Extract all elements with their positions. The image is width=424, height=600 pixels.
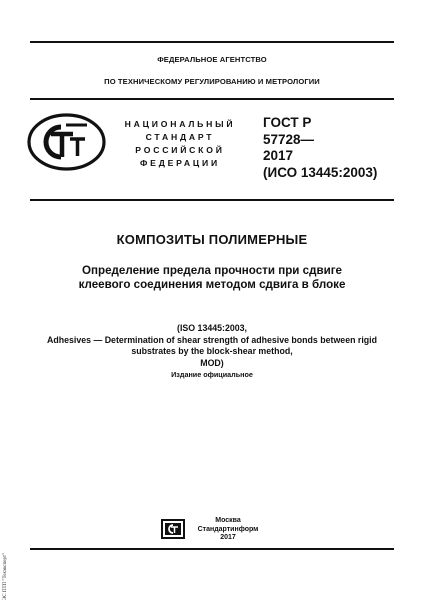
- footer-rule: [30, 548, 394, 550]
- gost-line-2: 57728—: [263, 131, 315, 147]
- publisher-block: [193, 517, 263, 543]
- publisher-year: 2017: [220, 534, 236, 542]
- agency-line-1: ФЕДЕРАЛЬНОЕ АГЕНТСТВО: [157, 55, 267, 64]
- standartinform-logo-icon: [161, 519, 185, 539]
- national-line-1: НАЦИОНАЛЬНЫЙ: [124, 119, 236, 129]
- gost-line-4: (ИСО 13445:2003): [263, 164, 378, 180]
- gost-designation: [263, 115, 377, 181]
- national-line-3: РОССИЙСКОЙ: [135, 145, 225, 155]
- iso-reference: [0, 323, 424, 369]
- gost-line-3: 2017: [263, 148, 294, 163]
- iso-line-2: Adhesives — Determination of shear strength of adhesive bonds between rigid: [47, 334, 377, 345]
- edition-label: Издание официальное: [171, 370, 253, 379]
- title-top-rule: [30, 199, 394, 201]
- subtitle-line-1: Определение предела прочности при сдвиге: [82, 264, 342, 277]
- top-rule: [30, 41, 394, 43]
- national-standard-block: [118, 118, 242, 170]
- header-bottom-rule: [30, 98, 394, 100]
- national-line-4: ФЕДЕРАЦИИ: [140, 158, 220, 168]
- gost-line-1: ГОСТ Р: [263, 115, 312, 130]
- document-title: КОМПОЗИТЫ ПОЛИМЕРНЫЕ: [116, 232, 308, 247]
- national-line-2: СТАНДАРТ: [145, 132, 215, 142]
- subtitle-line-2: клеевого соединения методом сдвига в блоке: [78, 278, 346, 291]
- agency-line-2: ПО ТЕХНИЧЕСКОМУ РЕГУЛИРОВАНИЮ И МЕТРОЛОГИИ: [104, 77, 320, 86]
- publisher-name: Стандартинформ: [197, 525, 259, 533]
- iso-line-3: substrates by the block-shear method,: [131, 346, 293, 356]
- iso-line-4: MOD): [200, 357, 224, 368]
- side-note: ЭС ПТП "Техэксперт": [3, 552, 8, 600]
- rst-certification-mark-icon: [27, 113, 106, 171]
- document-subtitle: [0, 264, 424, 292]
- publisher-city: Москва: [215, 517, 241, 524]
- iso-line-1: (ISO 13445:2003,: [177, 323, 247, 333]
